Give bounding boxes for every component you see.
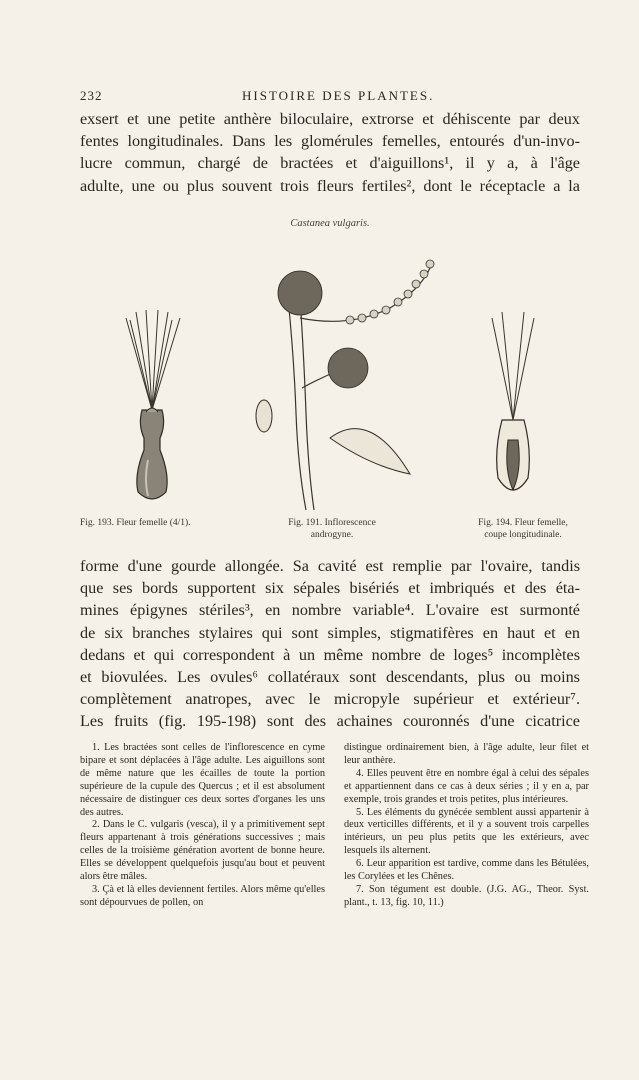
caption-line: Fig. 194. Fleur femelle, [478,518,568,528]
text-line: fentes longitudinales. Dans les glomérules femelles, entourés d'un-invo- [80,132,580,151]
text-line: dedans et qui correspondent à un même nombre de loges⁵ incomplètes [80,645,580,664]
figure-193-caption: Fig. 193. Fleur femelle (4/1). [80,518,191,528]
text-line: que ses bords supportent six sépales bisériés et imbriqués et des éta- [80,579,580,598]
paragraph-bottom [80,555,580,733]
text-line: de six branches stylaires qui sont simples, stigmatifères en haut et en [80,623,580,642]
text-line: Les fruits (fig. 195-198) sont des achaines couronnés d'une cicatrice [80,712,580,731]
footnote: 7. Son tégument est double. (J.G. AG., Theor. Syst. plant., t. 13, fig. 10, 11.) [344,883,589,908]
footnotes-right-column [344,742,589,910]
female-flower-illustration [112,300,192,510]
footnote: 5. Les éléments du gynécée semblent aussi appartenir à deux verticilles différents, et il y a souvent trois carpelles intérieurs, un peu plus petits que les extérieurs, avec lesquels ils alternent. [344,806,589,857]
figure-194-caption [458,518,588,541]
page-number: 232 [80,88,103,103]
text-line: mines épigynes stériles³, en nombre variable⁴. L'ovaire est surmonté [80,601,580,620]
figure-191-caption [262,518,402,541]
text-line: complètement anatropes, avec le micropyle supérieur et extérieur⁷. [80,690,580,709]
figure-group-title: Castanea vulgaris. [290,218,370,229]
caption-line: Fig. 191. Inflorescence [288,518,376,528]
caption-line: coupe longitudinale. [484,529,562,540]
footnotes-left-column [80,742,325,910]
footnote: 1. Les bractées sont celles de l'inflorescence en cyme bipare et sont déplacées à l'âge adulte. Les aiguillons sont de même nature que les écailles de toute la portion supérieure de la cupule des Quercus ; et il est absolument nécessaire de distinguer ces deux sortes d'organes les uns des autres. [80,742,325,818]
text-line: et biovulées. Les ovules⁶ collatéraux sont descendants, plus ou moins [80,668,580,687]
text-line: lucre commun, chargé de bractées et d'aiguillons¹, il y a, à l'âge [80,154,580,173]
female-flower-section-illustration [468,300,558,510]
running-title: HISTOIRE DES PLANTES. [242,88,435,103]
caption-line: androgyne. [310,529,354,540]
text-line: adulte, une ou plus souvent trois fleurs fertiles², dont le réceptacle a la [80,176,580,195]
running-head [80,88,580,106]
paragraph-top [80,108,580,197]
footnote-continued: distingue ordinairement bien, à l'âge adulte, leur filet et leur anthère. [344,742,589,766]
footnote: 4. Elles peuvent être en nombre égal à celui des sépales et appartiennent dans ce cas à deux séries ; il y en a, par exemple, trois grandes et trois petites, plus intérieures. [344,767,589,805]
footnote: 2. Dans le C. vulgaris (vesca), il y a primitivement sept fleurs appartenant à trois générations successives ; mais celles de la troisième génération avortent de bonne heure. Elles se développent quelquefois jusqu'au bout et peuvent alors être mâles. [80,819,325,883]
text-line: exsert et une petite anthère biloculaire, extrorse et déhiscente par deux [80,110,580,128]
text-line: forme d'une gourde allongée. Sa cavité est remplie par l'ovaire, tandis [80,557,580,575]
footnote: 3. Çà et là elles deviennent fertiles. Alors même qu'elles sont dépourvues de pollen, on [80,883,325,908]
footnote: 6. Leur apparition est tardive, comme dans les Bétulées, les Corylées et les Chênes. [344,858,589,883]
androgynous-inflorescence-illustration [240,238,445,513]
